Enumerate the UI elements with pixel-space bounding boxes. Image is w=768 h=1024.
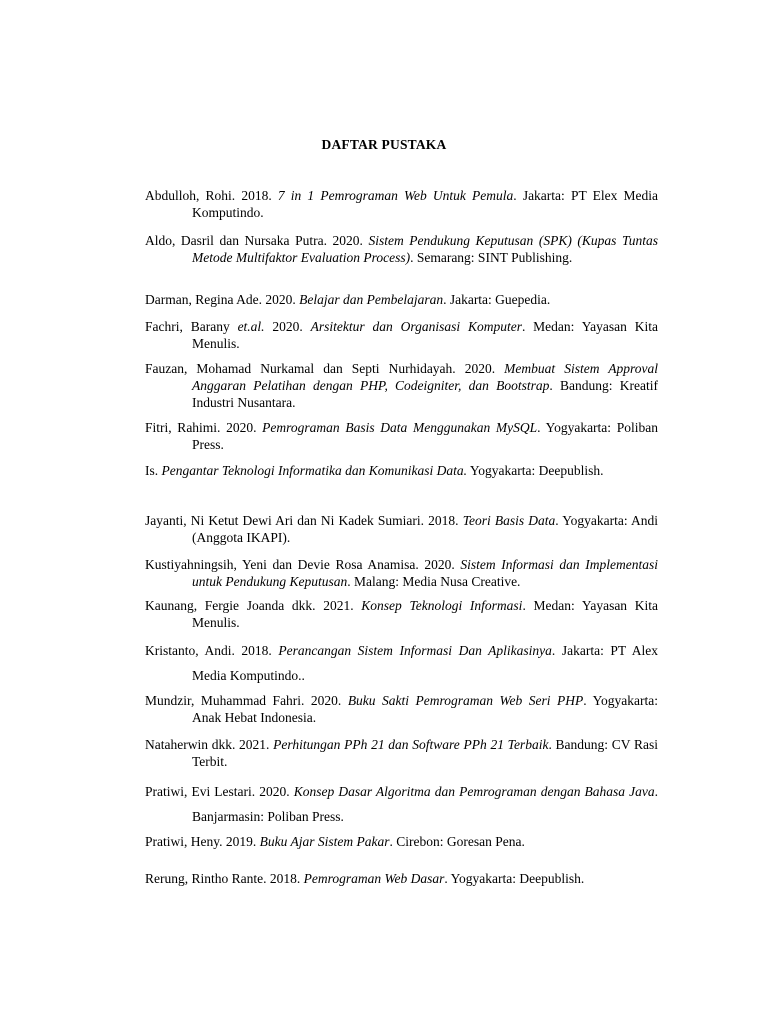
reference-entry: Kristanto, Andi. 2018. Perancangan Sistem Informasi Dan Aplikasinya. Jakarta: PT Alex Media Komputindo.. xyxy=(145,643,658,683)
reference-entry: Fauzan, Mohamad Nurkamal dan Septi Nurhidayah. 2020. Membuat Sistem Approval Anggaran Pelatihan dengan PHP, Codeigniter, dan Bootstrap. Bandung: Kreatif Industri Nusantara. xyxy=(145,361,658,410)
reference-entry: Fachri, Barany et.al. 2020. Arsitektur dan Organisasi Komputer. Medan: Yayasan Kita Menulis. xyxy=(145,319,658,351)
reference-entry: Fitri, Rahimi. 2020. Pemrograman Basis Data Menggunakan MySQL. Yogyakarta: Poliban Press. xyxy=(145,420,658,452)
reference-entry: Mundzir, Muhammad Fahri. 2020. Buku Sakti Pemrograman Web Seri PHP. Yogyakarta: Anak Hebat Indonesia. xyxy=(145,693,659,725)
reference-entry: Jayanti, Ni Ketut Dewi Ari dan Ni Kadek Sumiari. 2018. Teori Basis Data. Yogyakarta: Andi (Anggota IKAPI). xyxy=(145,513,659,545)
page-title: DAFTAR PUSTAKA xyxy=(321,137,447,152)
reference-entry: Rerung, Rintho Rante. 2018. Pemrograman Web Dasar. Yogyakarta: Deepublish. xyxy=(145,871,585,886)
reference-entry: Pratiwi, Heny. 2019. Buku Ajar Sistem Pakar. Cirebon: Goresan Pena. xyxy=(145,834,525,849)
reference-entry: Kaunang, Fergie Joanda dkk. 2021. Konsep Teknologi Informasi. Medan: Yayasan Kita Menulis. xyxy=(145,598,658,630)
reference-entry: Abdulloh, Rohi. 2018. 7 in 1 Pemrograman Web Untuk Pemula. Jakarta: PT Elex Media Komputindo. xyxy=(145,188,658,220)
reference-entry: Kustiyahningsih, Yeni dan Devie Rosa Anamisa. 2020. Sistem Informasi dan Implementasi untuk Pendukung Keputusan. Malang: Media Nusa Creative. xyxy=(145,557,658,589)
reference-entry: Darman, Regina Ade. 2020. Belajar dan Pembelajaran. Jakarta: Guepedia. xyxy=(145,292,551,307)
reference-entry: Is. Pengantar Teknologi Informatika dan Komunikasi Data. Yogyakarta: Deepublish. xyxy=(145,463,604,478)
reference-entry: Nataherwin dkk. 2021. Perhitungan PPh 21 dan Software PPh 21 Terbaik. Bandung: CV Rasi Terbit. xyxy=(145,737,658,769)
reference-entry: Aldo, Dasril dan Nursaka Putra. 2020. Sistem Pendukung Keputusan (SPK) (Kupas Tuntas Metode Multifaktor Evaluation Process). Semarang: SINT Publishing. xyxy=(145,233,658,265)
reference-entry: Pratiwi, Evi Lestari. 2020. Konsep Dasar Algoritma dan Pemrograman dengan Bahasa Java. Banjarmasin: Poliban Press. xyxy=(145,784,658,824)
